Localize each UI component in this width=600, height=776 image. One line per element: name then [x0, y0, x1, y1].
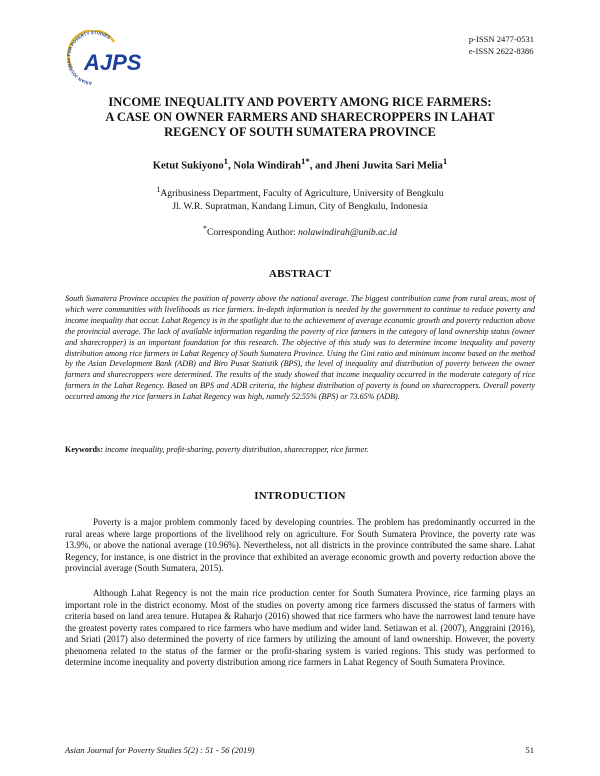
footer-page-number: 51	[525, 745, 534, 755]
affiliation-line-1: Agribusiness Department, Faculty of Agriculture, University of Bengkulu	[160, 188, 444, 200]
journal-logo-graphic	[62, 30, 182, 90]
author-list	[60, 156, 540, 172]
paper-title	[60, 95, 540, 140]
corresponding-email[interactable]: nolawindirah@unib.ac.id	[298, 227, 398, 239]
title-line-2: A CASE ON OWNER FARMERS AND SHARECROPPERS IN LAHAT	[105, 110, 495, 124]
corresponding-label: Corresponding Author:	[206, 227, 299, 239]
author-sep: ,	[228, 160, 234, 172]
author-sup: 1	[223, 156, 229, 166]
intro-paragraph-1: Poverty is a major problem commonly faced by developing countries. The problem has predominantly occurred in the rural areas where large proportions of the livelihood rely on agriculture. For South Sumatera Province, the poverty rate was 13.9%, or above the national average (10.96%). Nevertheless, not all districts in the province contributed the same share. Lahat Regency, for instance, is one district in the province that exhibited an average economic growth and poverty reduction above the provincial average (South Sumatera, 2015).	[65, 517, 535, 574]
author-name: Nola Windirah	[233, 160, 301, 172]
journal-logo	[62, 30, 182, 90]
author-name: Jheni Juwita Sari Melia	[334, 160, 443, 172]
title-line-3: REGENCY OF SOUTH SUMATERA PROVINCE	[164, 125, 436, 139]
keywords-label: Keywords:	[65, 445, 103, 454]
logo-text: AJPS	[84, 50, 142, 75]
corresponding-author	[60, 224, 540, 238]
affiliation-sup: 1	[156, 185, 161, 194]
affiliation	[60, 183, 540, 213]
issn-print: p-ISSN 2477-0531	[468, 34, 534, 44]
corresponding-sup: *	[202, 224, 207, 233]
abstract-heading: ABSTRACT	[268, 268, 332, 280]
issn-electronic: e-ISSN 2622-8386	[468, 46, 534, 56]
keywords	[65, 445, 535, 454]
footer-journal-citation: Asian Journal for Poverty Studies 5(2) : 51 - 56 (2019)	[65, 745, 255, 755]
introduction-heading: INTRODUCTION	[254, 490, 346, 502]
issn-block	[469, 33, 534, 57]
intro-paragraph-2: Although Lahat Regency is not the main rice production center for South Sumatera Province, rice farming plays an important role in the district economy. Most of the studies on poverty among rice farmers discussed the status of farmers with criteria based on land area tenure. Hutapea & Raharjo (2016) showed that rice farmers who have the narrowest land tenure have the greatest poverty rates compared to rice farmers who have medium and wider land. Setiawan et al. (2007), Anggraini (2016), and Sriati (2017) also determined the poverty of rice farmers by utilizing the amount of land ownership. However, the poverty phenomena related to the status of the farmer or the profit-sharing system is varied regions. This study was performed to determine income inequality and poverty distribution among rice farmers in Lahat Regency of South Sumatera Province.	[65, 588, 535, 668]
title-line-1: INCOME INEQUALITY AND POVERTY AMONG RICE FARMERS:	[108, 95, 492, 109]
affiliation-line-2: Jl. W.R. Supratman, Kandang Limun, City of Bengkulu, Indonesia	[172, 201, 428, 213]
author-sep: , and	[309, 160, 335, 172]
abstract-text: South Sumatera Province occupies the position of poverty above the national average. The biggest contribution came from rural areas, most of which were communities with livelihoods as rice farmers. In-depth information is needed by the government to continue to reduce poverty and income inequality that occur. Lahat Regency is in the spotlight due to the achievement of average economic growth and poverty reduction above the provincial average. The lack of available information regarding the poverty of rice farmers in the category of land ownership status (owner and sharecropper) is an important foundation for this research. The objective of this study was to determine income inequality and poverty distribution among rice farmers in Lahat Regency of South Sumatera Province. Using the Gini ratio and minimum income based on the method by the Asian Development Bank (ADB) and Biro Pusat Statistik (BPS), the level of inequality and distribution of poverty between the owner farmers and sharecroppers were determined. The results of the study showed that income inequality occurred in the moderate category of rice farmers in the Lahat Regency. Based on BPS and ADB criteria, the highest distribution of poverty is found on sharecroppers. Overall poverty occurred among the rice farmers in Lahat Regency was high, namely 52.55% (BPS) or 73.65% (ADB).	[65, 294, 535, 402]
keywords-text: income inequality, profit-sharing, poverty distribution, sharecropper, rice farmer.	[102, 445, 369, 454]
author-name: Ketut Sukiyono	[152, 160, 224, 172]
author-sup: 1*	[301, 156, 310, 166]
logo-ring-text: ASIAN JOURNAL FOR POVERTY STUDIES	[65, 30, 112, 87]
author-sup: 1	[442, 156, 448, 166]
